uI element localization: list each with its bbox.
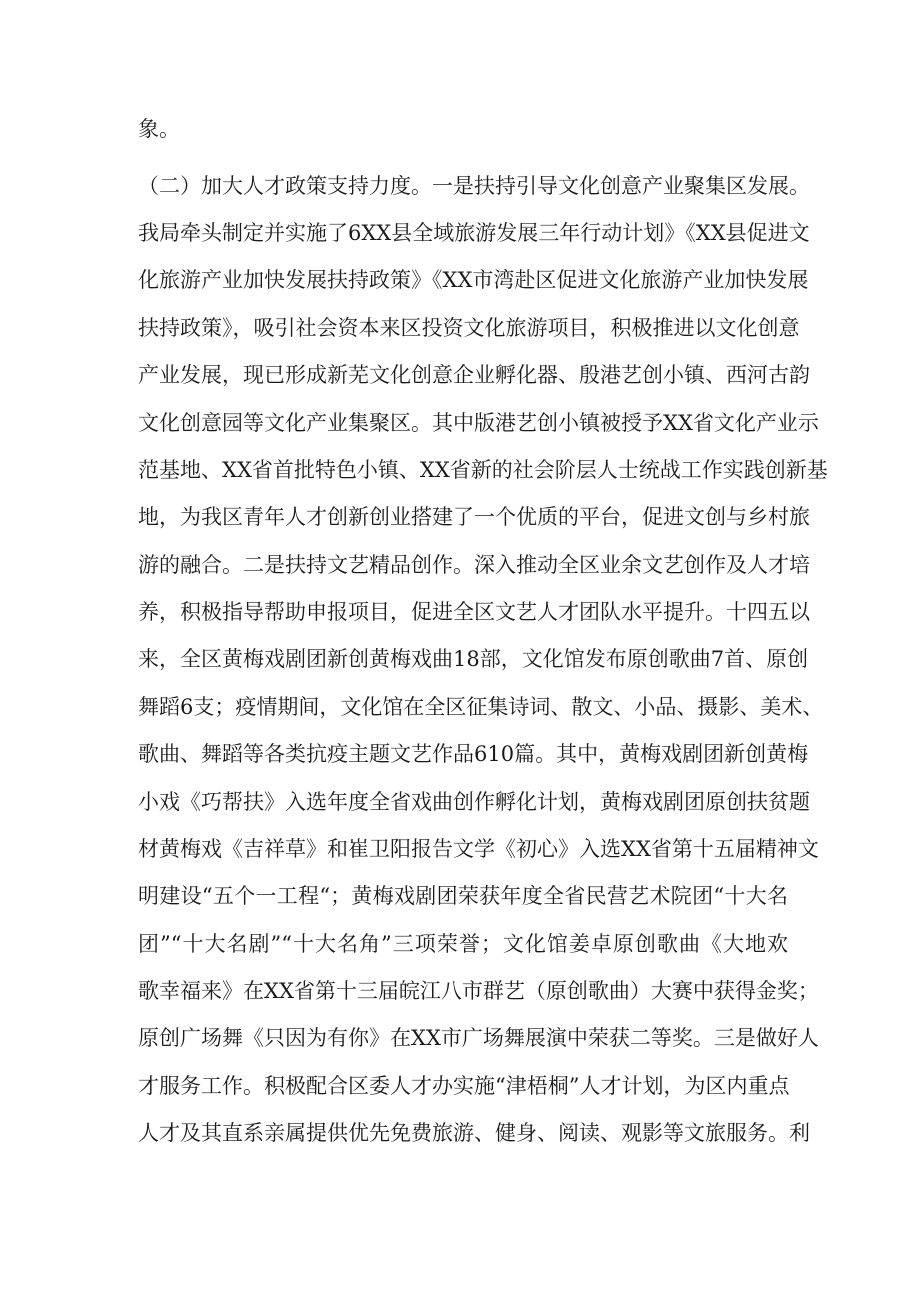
paragraph-line: 原创广场舞《只因为有你》在XX市广场舞展演中荣获二等奖。三是做好人 [138,1026,819,1050]
paragraph-line: 材黄梅戏《吉祥草》和崔卫阳报告文学《初心》入选XX省第十五届精神文 [138,837,819,861]
paragraph-line: 歌曲、舞蹈等各类抗疫主题文艺作品610篇。其中，黄梅戏剧团新创黄梅 [138,742,809,766]
paragraph-line: 文化创意园等文化产业集聚区。其中版港艺创小镇被授予XX省文化产业示 [138,411,819,435]
paragraph-line: 扶持政策》，吸引社会资本来区投资文化旅游项目，积极推进以文化创意 [138,316,800,340]
paragraph-line: 舞蹈6支；疫情期间，文化馆在全区征集诗词、散文、小品、摄影、美术、 [138,695,824,719]
paragraph-line: 人才及其直系亲属提供优先免费旅游、健身、阅读、观影等文旅服务。利 [138,1121,810,1145]
paragraph-line: 产业发展，现已形成新芜文化创意企业孵化器、殷港艺创小镇、西河古韵 [138,363,810,387]
paragraph-line: 地，为我区青年人才创新创业搭建了一个优质的平台，促进文创与乡村旅 [138,505,810,529]
paragraph-line: 游的融合。二是扶持文艺精品创作。深入推动全区业余文艺创作及人才培 [138,553,810,577]
paragraph-line: 象。 [138,117,180,141]
paragraph-line: 我局牵头制定并实施了6XX县全域旅游发展三年行动计划》《XX县促进文 [138,221,810,245]
paragraph-line: 化旅游产业加快发展扶持政策》《XX市湾赴区促进文化旅游产业加快发展 [138,268,809,292]
paragraph-line: 小戏《巧帮扶》入选年度全省戏曲创作孵化计划，黄梅戏剧团原创扶贫题 [138,790,810,814]
paragraph-line: 才服务工作。积极配合区委人才办实施“津梧桐”人才计划，为区内重点 [138,1074,790,1098]
paragraph-line: 养，积极指导帮助申报项目，促进全区文艺人才团队水平提升。十四五以 [138,600,810,624]
paragraph-line: 明建设“五个一工程“；黄梅戏剧团荣获年度全省民营艺术院团“十大名 [138,884,788,908]
paragraph-line: 范基地、XX省首批特色小镇、XX省新的社会阶层人士统战工作实践创新基 [138,458,828,482]
paragraph-line: 来，全区黄梅戏剧团新创黄梅戏曲18部，文化馆发布原创歌曲7首、原创 [138,647,809,671]
paragraph-line: 团”“十大名剧”“十大名角”三项荣誉；文化馆姜卓原创歌曲《大地欢 [138,932,788,956]
paragraph-line: （二）加大人才政策支持力度。一是扶持引导文化创意产业聚集区发展。 [138,174,810,198]
paragraph-line: 歌幸福来》在XX省第十三届皖江八市群艺（原创歌曲）大赛中获得金奖； [138,979,819,1003]
